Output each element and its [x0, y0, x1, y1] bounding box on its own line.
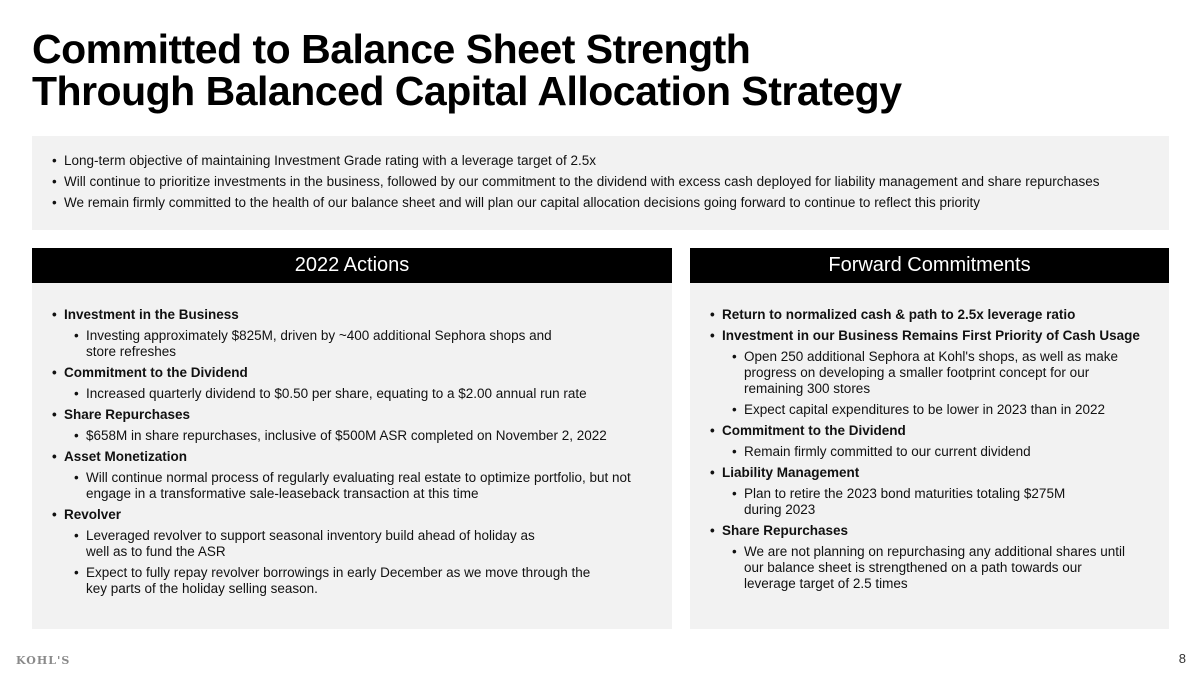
page-number: 8 — [1178, 651, 1186, 666]
commitment-title-investment: • Investment in our Business Remains First Priority of Cash Usage — [710, 328, 1169, 344]
actions-2022-header: 2022 Actions — [32, 248, 672, 283]
objective-item: • We remain firmly committed to the health of our balance sheet and will plan our capital allocation decisions going forward to continue to reflect this priority — [52, 192, 1169, 213]
commitment-title-dividend: • Commitment to the Dividend — [710, 423, 1169, 439]
page-title — [32, 28, 902, 112]
objective-item: • Long-term objective of maintaining Investment Grade rating with a leverage target of 2.5x — [52, 150, 1169, 171]
forward-commitments-panel — [690, 283, 1169, 629]
action-detail: • Expect to fully repay revolver borrowings in early December as we move through the key parts of the holiday selling season. — [74, 565, 606, 597]
title-line-2: Through Balanced Capital Allocation Strategy — [32, 68, 902, 114]
action-detail: • Will continue normal process of regularly evaluating real estate to optimize portfolio, but not engage in a transformative sale-leaseback transaction at this time — [74, 470, 631, 502]
commitment-detail: • Plan to retire the 2023 bond maturities totaling $275M during 2023 — [732, 486, 1104, 518]
kohls-logo: KOHL'S — [16, 654, 71, 667]
actions-2022-panel — [32, 283, 672, 629]
action-detail: • Increased quarterly dividend to $0.50 per share, equating to a $2.00 annual run rate — [74, 386, 646, 402]
action-title-asset-monetization: • Asset Monetization — [52, 449, 672, 465]
commitment-detail: • Open 250 additional Sephora at Kohl's shops, as well as make progress on developing a smaller footprint concept for our remaining 300 stores — [732, 349, 1144, 397]
action-title-revolver: • Revolver — [52, 507, 672, 523]
action-detail: • Investing approximately $825M, driven by ~400 additional Sephora shops and store refreshes — [74, 328, 556, 360]
forward-commitments-header: Forward Commitments — [690, 248, 1169, 283]
action-title-repurchases: • Share Repurchases — [52, 407, 672, 423]
commitment-title-leverage: • Return to normalized cash & path to 2.5x leverage ratio — [710, 307, 1169, 323]
objectives-list — [52, 150, 1169, 213]
commitment-detail: • Remain firmly committed to our current dividend — [732, 444, 1164, 460]
action-title-dividend: • Commitment to the Dividend — [52, 365, 672, 381]
commitment-detail: • Expect capital expenditures to be lower in 2023 than in 2022 — [732, 402, 1164, 418]
title-line-1: Committed to Balance Sheet Strength — [32, 26, 751, 72]
action-detail: • Leveraged revolver to support seasonal inventory build ahead of holiday as well as to fund the ASR — [74, 528, 556, 560]
objective-item: • Will continue to prioritize investments in the business, followed by our commitment to the dividend with excess cash deployed for liability management and share repurchases — [52, 171, 1169, 192]
objectives-box — [32, 136, 1169, 230]
commitment-title-liability: • Liability Management — [710, 465, 1169, 481]
commitment-detail: • We are not planning on repurchasing any additional shares until our balance sheet is strengthened on a path towards our leverage target of 2.5 times — [732, 544, 1134, 592]
action-detail: • $658M in share repurchases, inclusive of $500M ASR completed on November 2, 2022 — [74, 428, 656, 444]
commitment-title-repurchases: • Share Repurchases — [710, 523, 1169, 539]
action-title-investment: • Investment in the Business — [52, 307, 624, 323]
